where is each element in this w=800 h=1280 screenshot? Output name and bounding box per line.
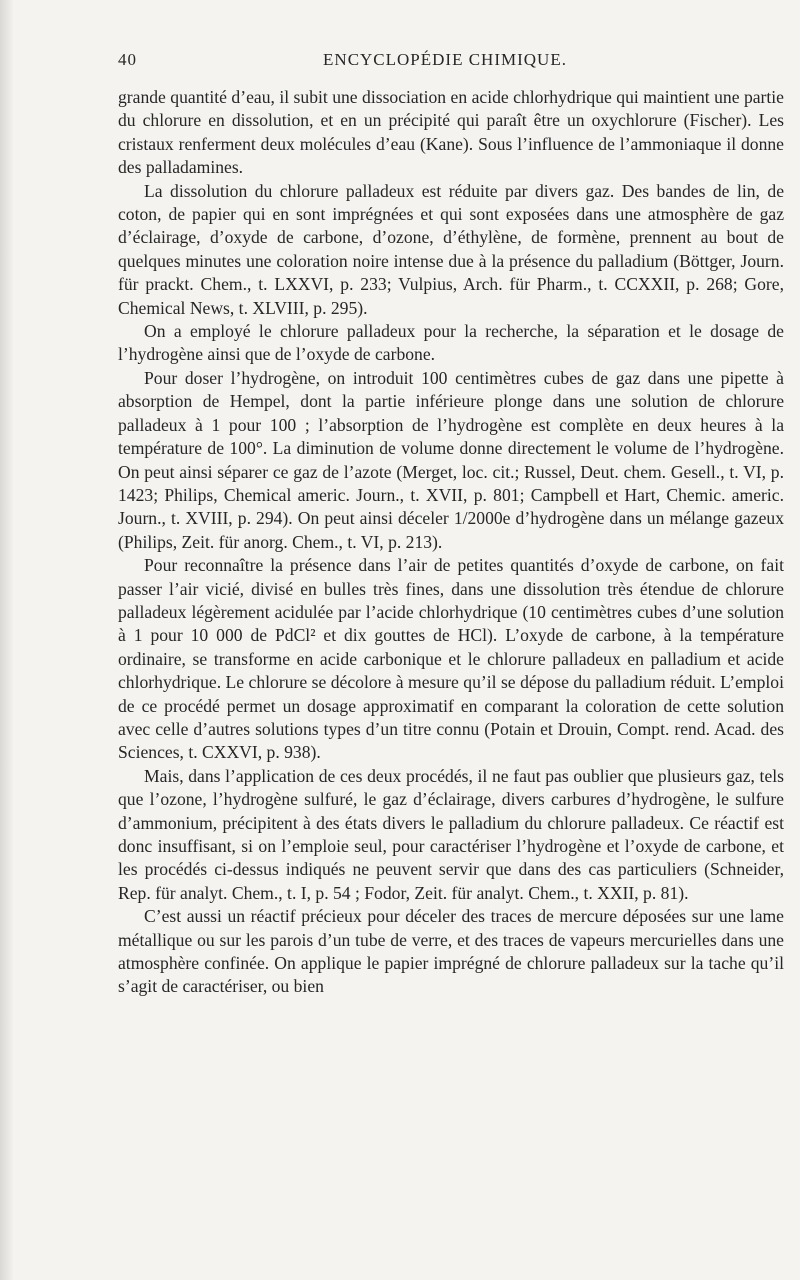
paragraph-uses: On a employé le chlorure palladeux pour la recherche, la séparation et le dosage de l’hydrogène ainsi que de l’oxyde de carbone. bbox=[118, 321, 784, 365]
paragraph-caveats: Mais, dans l’application de ces deux procédés, il ne faut pas oublier que plusieurs gaz, tels que l’ozone, l’hydrogène sulfuré, le gaz d’éclairage, divers carbures d’hydrogène, le sulfure d’ammonium, précipitent à des états divers le palladium du chlorure palladeux. Ce réactif est donc insuffisant, si on l’emploie seul, pour caractériser l’hydrogène et l’oxyde de carbone, et les procédés ci-dessus indiqués ne peuvent servir que dans des cas particuliers (Schneider, Rep. für analyt. Chem., t. I, p. 54 ; Fodor, Zeit. für analyt. Chem., t. XXII, p. 81). bbox=[118, 765, 784, 903]
paragraph-continuation: grande quantité d’eau, il subit une dissociation en acide chlorhydrique qui maintient une partie du chlorure en dissolution, et en un précipité qui paraît être un oxychlorure (Fischer). Les cristaux renferment deux molécules d’eau (Kane). Sous l’influence de l’ammoniaque il donne des palladamines. bbox=[118, 87, 784, 178]
paragraph-mercury: C’est aussi un réactif précieux pour déceler des traces de mercure déposées sur une lame métallique ou sur les parois d’un tube de verre, et des traces de vapeurs mercurielles dans une atmosphère confinée. On applique le papier imprégné de chlorure palladeux sur la tache qu’il s’agit de caractériser, ou bien bbox=[118, 906, 784, 997]
page-body bbox=[118, 86, 784, 999]
paragraph-carbon-monoxide: Pour reconnaître la présence dans l’air de petites quantités d’oxyde de carbone, on fait passer l’air vicié, divisé en bulles très fines, dans une dissolution très étendue de chlorure palladeux légèrement acidulée par l’acide chlorhydrique (10 centimètres cubes d’une solution à 1 pour 10 000 de PdCl² et dix gouttes de HCl). L’oxyde de carbone, à la température ordinaire, se transforme en acide carbonique et le chlorure palladeux en palladium et acide chlorhydrique. Le chlorure se décolore à mesure qu’il se dépose du palladium réduit. L’emploi de ce procédé permet un dosage approximatif en comparant la coloration de cette solution avec celle d’autres solutions types d’un titre connu (Potain et Drouin, Compt. rend. Acad. des Sciences, t. CXXVI, p. 938). bbox=[118, 555, 784, 763]
page-edge-shadow bbox=[0, 0, 14, 1280]
running-title: ENCYCLOPÉDIE CHIMIQUE. bbox=[323, 50, 567, 69]
paragraph-reduction: La dissolution du chlorure palladeux est réduite par divers gaz. Des bandes de lin, de coton, de papier qui en sont imprégnées et qui sont exposées dans une atmosphère de gaz d’éclairage, d’oxyde de carbone, d’ozone, d’éthylène, de formène, prennent au bout de quelques minutes une coloration noire intense due à la présence du palladium (Böttger, Journ. für prackt. Chem., t. LXXVI, p. 233; Vulpius, Arch. für Pharm., t. CCXXII, p. 268; Gore, Chemical News, t. XLVIII, p. 295). bbox=[118, 180, 784, 318]
page-header bbox=[118, 50, 772, 74]
page-number: 40 bbox=[118, 50, 137, 69]
paragraph-hydrogen-dosage: Pour doser l’hydrogène, on introduit 100 centimètres cubes de gaz dans une pipette à absorption de Hempel, dont la partie inférieure plonge dans une solution de chlorure palladeux à 1 pour 100 ; l’absorption de l’hydrogène est complète en deux heures à la température de 100°. La diminution de volume donne directement le volume de l’hydrogène. On peut ainsi séparer ce gaz de l’azote (Merget, loc. cit.; Russel, Deut. chem. Gesell., t. VI, p. 1423; Philips, Chemical americ. Journ., t. XVII, p. 801; Campbell et Hart, Chemic. americ. Journ., t. XVIII, p. 294). On peut ainsi déceler 1/2000e d’hydrogène dans un mélange gazeux (Philips, Zeit. für anorg. Chem., t. VI, p. 213). bbox=[118, 367, 784, 552]
